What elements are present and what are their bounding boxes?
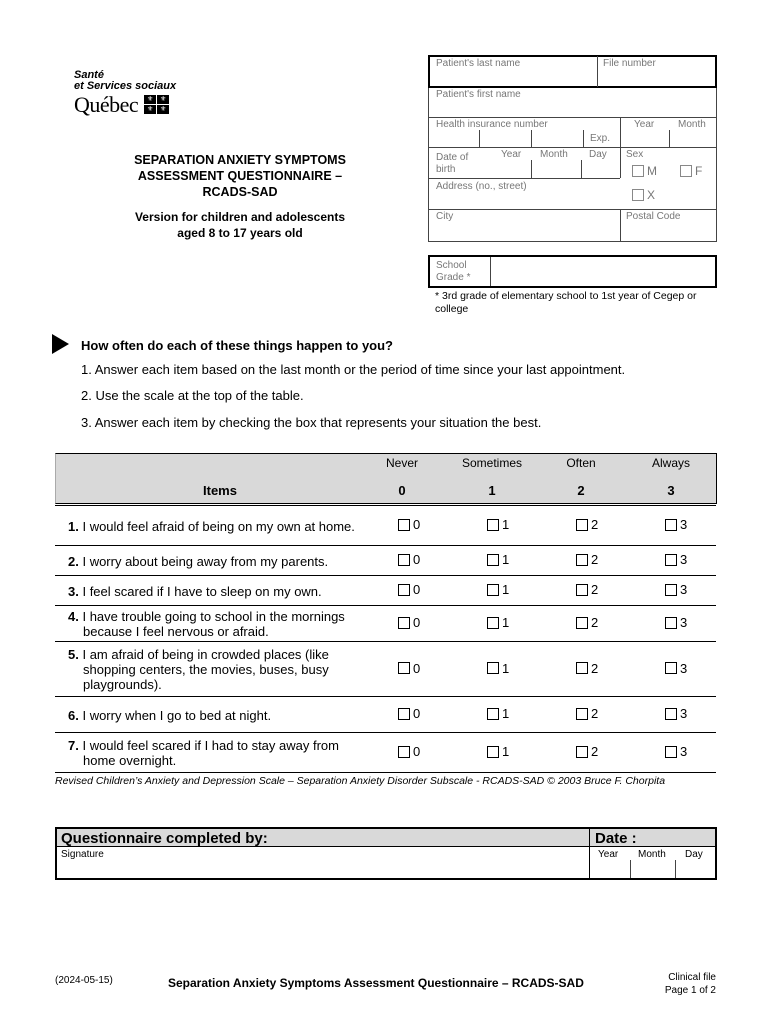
quebec-flag-icon: ⚜ ⚜ ⚜ ⚜ [144, 95, 172, 115]
date-day-label: Day [685, 849, 703, 860]
item-7-option-2[interactable]: 2 [576, 744, 598, 759]
item-7-text: 7. I would feel scared if I had to stay away from home overnight. [68, 738, 339, 768]
item-4-option-2[interactable]: 2 [576, 615, 598, 630]
item-3-checkbox-3[interactable] [665, 584, 677, 596]
item-7-option-0[interactable]: 0 [398, 744, 420, 759]
school-note: * 3rd grade of elementary school to 1st year of Cegep or college [435, 290, 697, 315]
item-1-checkbox-0[interactable] [398, 519, 410, 531]
signature-field[interactable] [58, 860, 586, 877]
item-5-checkbox-2[interactable] [576, 662, 588, 674]
item-5-option-2[interactable]: 2 [576, 661, 598, 676]
scale-value-2: 2 [577, 483, 585, 498]
item-6-checkbox-1[interactable] [487, 708, 499, 720]
item-7-option-3[interactable]: 3 [665, 744, 687, 759]
item-3-option-0[interactable]: 0 [398, 582, 420, 597]
date-heading: Date : [595, 830, 637, 847]
item-2-checkbox-2[interactable] [576, 554, 588, 566]
hi-year-label: Year [634, 119, 655, 130]
item-6-option-3[interactable]: 3 [665, 706, 687, 721]
version-date: (2024-05-15) [55, 975, 113, 986]
item-5-option-1[interactable]: 1 [487, 661, 509, 676]
item-7-checkbox-0[interactable] [398, 746, 410, 758]
sex-f-checkbox[interactable] [680, 165, 692, 177]
page-title: SEPARATION ANXIETY SYMPTOMS ASSESSMENT QUESTIONNAIRE – RCADS-SAD [134, 153, 346, 199]
logo-line2: et Services sociaux [74, 80, 177, 92]
item-3-option-3[interactable]: 3 [665, 582, 687, 597]
item-5-checkbox-0[interactable] [398, 662, 410, 674]
item-2-option-2[interactable]: 2 [576, 552, 598, 567]
date-month-label: Month [638, 849, 666, 860]
item-2-option-1[interactable]: 1 [487, 552, 509, 567]
copyright-note: Revised Children’s Anxiety and Depression Scale – Separation Anxiety Disorder Subscale - RCADS-SAD © 2003 Bruce F. Chorpita [55, 775, 666, 787]
item-5-option-0[interactable]: 0 [398, 661, 420, 676]
item-3-text: 3. I feel scared if I have to sleep on my own. [68, 583, 322, 599]
quebec-logo [74, 70, 234, 118]
item-5-checkbox-3[interactable] [665, 662, 677, 674]
footer-title: Separation Anxiety Symptoms Assessment Questionnaire – RCADS-SAD [168, 976, 584, 990]
scale-value-1: 1 [488, 483, 496, 498]
item-3-checkbox-0[interactable] [398, 584, 410, 596]
sex-m-checkbox[interactable] [632, 165, 644, 177]
item-6-option-0[interactable]: 0 [398, 706, 420, 721]
city-label: City [436, 211, 454, 222]
item-7-checkbox-1[interactable] [487, 746, 499, 758]
dob-label: Date of birth [436, 152, 469, 175]
first-name-label: Patient's first name [436, 89, 521, 100]
item-1-checkbox-1[interactable] [487, 519, 499, 531]
completed-by-heading: Questionnaire completed by: [61, 830, 268, 847]
health-insurance-label: Health insurance number [436, 119, 548, 130]
item-1-option-0[interactable]: 0 [398, 517, 420, 532]
sex-x-option[interactable]: X [632, 188, 655, 202]
item-5-checkbox-1[interactable] [487, 662, 499, 674]
last-name-label: Patient's last name [436, 58, 521, 69]
item-2-checkbox-3[interactable] [665, 554, 677, 566]
item-6-checkbox-0[interactable] [398, 708, 410, 720]
item-4-text: 4. I have trouble going to school in the mornings because I feel nervous or afraid. [68, 609, 345, 639]
scale-value-0: 0 [398, 483, 406, 498]
school-grade-label: School Grade * [436, 260, 471, 283]
sex-x-checkbox[interactable] [632, 189, 644, 201]
item-1-option-3[interactable]: 3 [665, 517, 687, 532]
item-4-checkbox-3[interactable] [665, 617, 677, 629]
item-4-checkbox-2[interactable] [576, 617, 588, 629]
dob-year-label: Year [501, 149, 522, 160]
file-number-label: File number [603, 58, 656, 69]
item-6-option-1[interactable]: 1 [487, 706, 509, 721]
item-2-text: 2. I worry about being away from my parents. [68, 553, 329, 569]
items-header: Items [203, 483, 237, 498]
instruction-3: 3. Answer each item by checking the box that represents your situation the best. [81, 415, 542, 430]
item-2-option-3[interactable]: 3 [665, 552, 687, 567]
scale-value-3: 3 [667, 483, 675, 498]
item-4-option-1[interactable]: 1 [487, 615, 509, 630]
scale-label-sometimes: Sometimes [461, 456, 523, 470]
logo-name: Québec [74, 92, 139, 117]
sex-m-option[interactable]: M [632, 164, 657, 178]
scale-label-always: Always [651, 456, 690, 470]
item-7-option-1[interactable]: 1 [487, 744, 509, 759]
item-3-option-1[interactable]: 1 [487, 582, 509, 597]
scale-label-never: Never [385, 456, 418, 470]
signature-label: Signature [61, 849, 104, 860]
date-year-label: Year [598, 849, 619, 860]
logo-line1: Santé [74, 69, 104, 81]
item-4-checkbox-0[interactable] [398, 617, 410, 629]
sex-label: Sex [626, 149, 644, 160]
item-4-option-0[interactable]: 0 [398, 615, 420, 630]
item-1-option-1[interactable]: 1 [487, 517, 509, 532]
item-1-option-2[interactable]: 2 [576, 517, 598, 532]
postal-code-label: Postal Code [626, 211, 681, 222]
item-6-option-2[interactable]: 2 [576, 706, 598, 721]
item-1-checkbox-3[interactable] [665, 519, 677, 531]
scale-label-often: Often [566, 456, 596, 470]
item-4-checkbox-1[interactable] [487, 617, 499, 629]
item-7-checkbox-2[interactable] [576, 746, 588, 758]
item-2-checkbox-1[interactable] [487, 554, 499, 566]
item-5-option-3[interactable]: 3 [665, 661, 687, 676]
page-subtitle: Version for children and adolescents aged 8 to 17 years old [134, 210, 346, 240]
item-2-checkbox-0[interactable] [398, 554, 410, 566]
item-1-text: 1. I would feel afraid of being on my own at home. [68, 518, 355, 534]
dob-day-label: Day [589, 149, 607, 160]
exp-label: Exp. [590, 133, 611, 144]
item-1-checkbox-2[interactable] [576, 519, 588, 531]
instruction-2: 2. Use the scale at the top of the table. [81, 388, 304, 403]
footer-clinical-file: Clinical file [668, 972, 716, 983]
arrow-icon [52, 334, 69, 354]
item-3-checkbox-2[interactable] [576, 584, 588, 596]
item-6-checkbox-2[interactable] [576, 708, 588, 720]
address-label: Address (no., street) [436, 181, 527, 192]
item-7-checkbox-3[interactable] [665, 746, 677, 758]
instructions-heading: How often do each of these things happen to you? [81, 338, 393, 353]
instruction-1: 1. Answer each item based on the last month or the period of time since your last appointment. [81, 362, 626, 377]
item-2-option-0[interactable]: 0 [398, 552, 420, 567]
item-4-option-3[interactable]: 3 [665, 615, 687, 630]
dob-month-label: Month [540, 149, 568, 160]
item-6-text: 6. I worry when I go to bed at night. [68, 707, 272, 723]
footer-page: Page 1 of 2 [664, 985, 716, 996]
item-6-checkbox-3[interactable] [665, 708, 677, 720]
sex-f-option[interactable]: F [680, 164, 702, 178]
school-grade-input[interactable] [492, 258, 714, 285]
item-3-checkbox-1[interactable] [487, 584, 499, 596]
item-3-option-2[interactable]: 2 [576, 582, 598, 597]
hi-month-label: Month [678, 119, 706, 130]
item-5-text: 5. I am afraid of being in crowded places (like shopping centers, the movies, buses, busy playgrounds). [68, 647, 329, 692]
